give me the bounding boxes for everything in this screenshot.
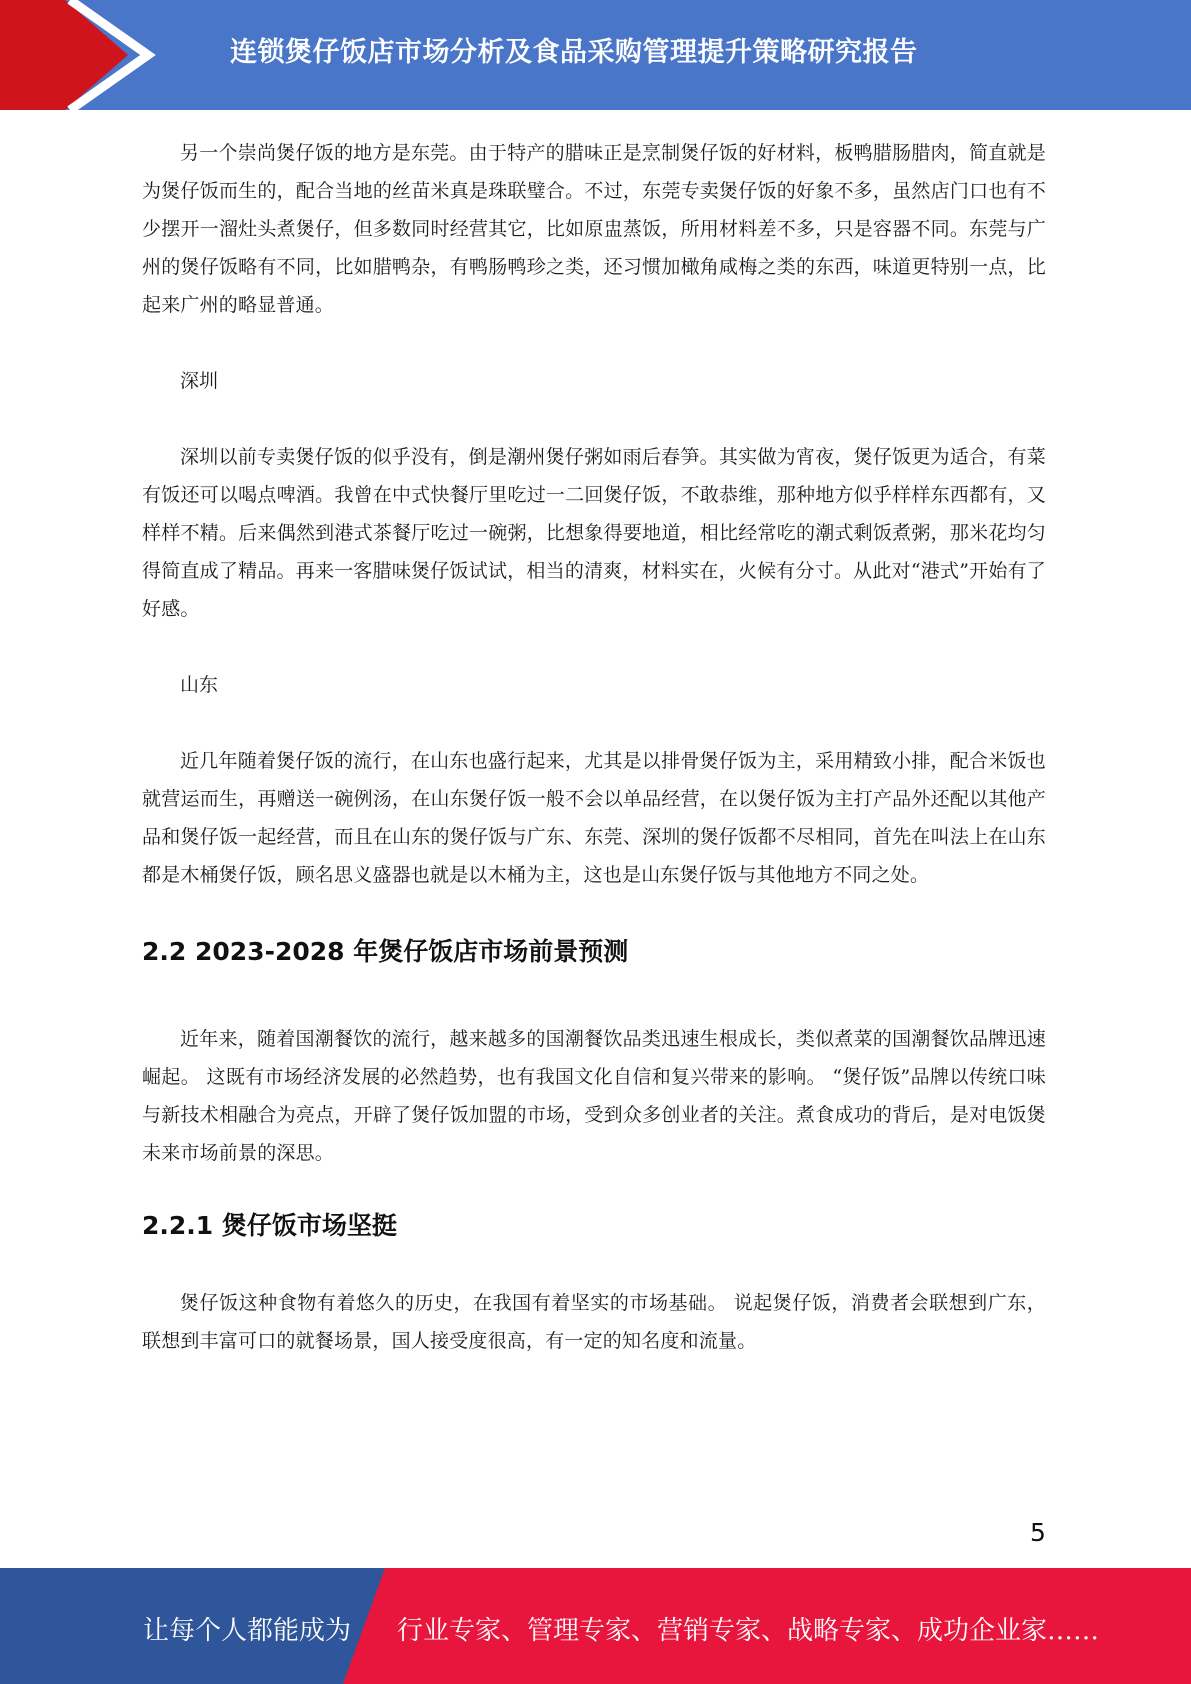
- footer-slogan-right: 行业专家、管理专家、营销专家、战略专家、成功企业家……: [397, 1616, 1100, 1646]
- report-title: 连锁煲仔饭店市场分析及食品采购管理提升策略研究报告: [230, 37, 918, 68]
- paragraph-shandong: 近几年随着煲仔饭的流行，在山东也盛行起来，尤其是以排骨煲仔饭为主，采用精致小排，配合米饭也就营运而生，再赠送一碗例汤，在山东煲仔饭一般不会以单品经营，在以煲仔饭为主打产品外还配以其他产品和煲仔饭一起经营，而且在山东的煲仔饭与广东、东莞、深圳的煲仔饭都不尽相同，首先在叫法上在山东都是木桶煲仔饭，顾名思义盛器也就是以木桶为主，这也是山东煲仔饭与其他地方不同之处。: [142, 750, 1046, 886]
- subheading-shandong: 山东: [180, 674, 219, 696]
- document-body: [142, 134, 1046, 1360]
- paragraph-dongguan: 另一个崇尚煲仔饭的地方是东莞。由于特产的腊味正是烹制煲仔饭的好材料，板鸭腊肠腊肉，简直就是为煲仔饭而生的，配合当地的丝苗米真是珠联璧合。不过，东莞专卖煲仔饭的好象不多，虽然店门口也有不少摆开一溜灶头煮煲仔，但多数同时经营其它，比如原盅蒸饭，所用材料差不多，只是容器不同。东莞与广州的煲仔饭略有不同，比如腊鸭杂，有鸭肠鸭珍之类，还习惯加橄角咸梅之类的东西，味道更特别一点，比起来广州的略显普通。: [142, 142, 1046, 316]
- paragraph-shenzhen: 深圳以前专卖煲仔饭的似乎没有，倒是潮州煲仔粥如雨后春笋。其实做为宵夜，煲仔饭更为适合，有菜有饭还可以喝点啤酒。我曾在中式快餐厅里吃过一二回煲仔饭，不敢恭维，那种地方似乎样样东西都有，又样样不精。后来偶然到港式茶餐厅吃过一碗粥，比想象得要地道，相比经常吃的潮式剩饭煮粥，那米花均匀得简直成了精品。再来一客腊味煲仔饭试试，相当的清爽，材料实在，火候有分寸。从此对“港式”开始有了好感。: [142, 446, 1046, 620]
- page-header: [0, 0, 1191, 110]
- footer-slogan-left: 让每个人都能成为: [143, 1616, 352, 1646]
- section-heading-2-2: 2.2 2023-2028 年煲仔饭店市场前景预测: [142, 937, 629, 966]
- section-heading-2-2-1: 2.2.1 煲仔饭市场坚挺: [142, 1211, 397, 1240]
- page-footer: [0, 1568, 1191, 1684]
- page-number: 5: [1030, 1518, 1046, 1547]
- paragraph-market-stable: 煲仔饭这种食物有着悠久的历史，在我国有着坚实的市场基础。 说起煲仔饭，消费者会联想到广东，联想到丰富可口的就餐场景，国人接受度很高，有一定的知名度和流量。: [142, 1292, 1046, 1352]
- paragraph-market-outlook: 近年来，随着国潮餐饮的流行，越来越多的国潮餐饮品类迅速生根成长，类似煮菜的国潮餐饮品牌迅速崛起。 这既有市场经济发展的必然趋势，也有我国文化自信和复兴带来的影响。 “煲仔饭”品牌以传统口味与新技术相融合为亮点，开辟了煲仔饭加盟的市场，受到众多创业者的关注。煮食成功的背后，是对电饭煲未来市场前景的深思。: [142, 1028, 1046, 1164]
- subheading-shenzhen: 深圳: [180, 370, 219, 392]
